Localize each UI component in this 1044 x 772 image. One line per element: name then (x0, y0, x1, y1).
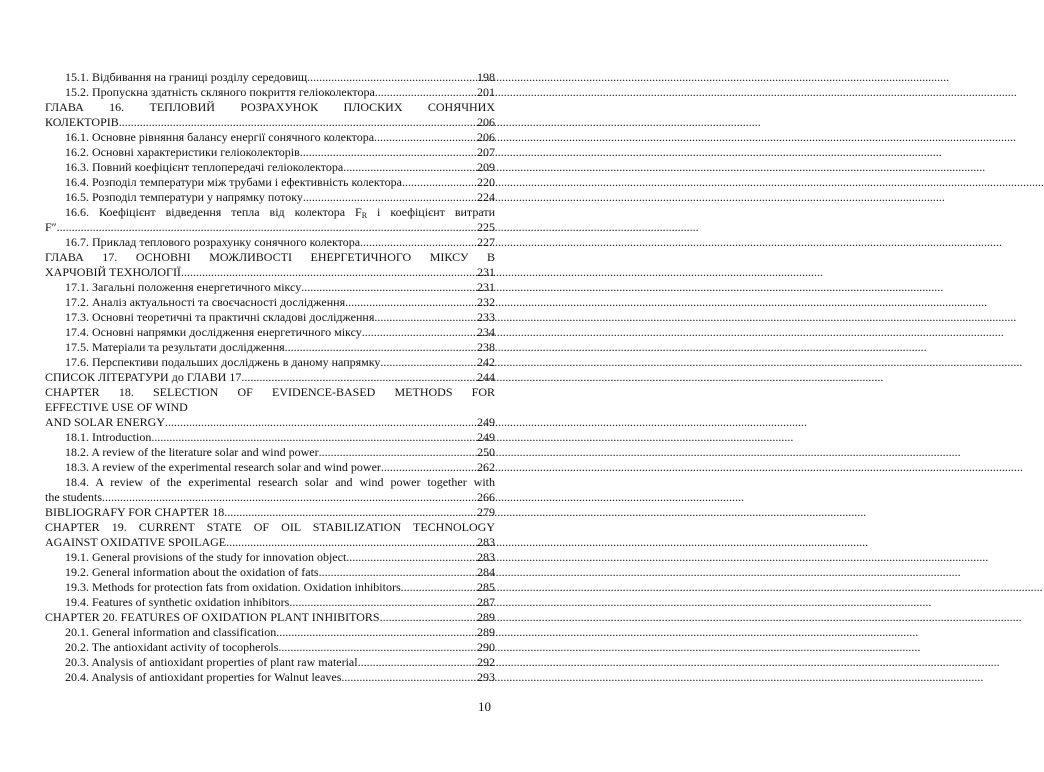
toc-entry-16-6: 16.6. Коефіцієнт відведення тепла від колектора $F_R$ і коефіцієнт витрати F″ ..... 225 (45, 205, 495, 235)
toc-entry: 19.2. General information about the oxidation of fats ..... 284 (45, 565, 495, 580)
toc-entry: 18.1. Introduction ..... 249 (45, 430, 495, 445)
toc-entry: 16.5. Розподіл температури у напрямку потоку ..... 224 (45, 190, 495, 205)
toc-entry: 17.4. Основні напрямки дослідження енергетичного міксу ..... 234 (45, 325, 495, 340)
chapter-17-heading: ГЛАВА 17. ОСНОВНІ МОЖЛИВОСТІ ЕНЕРГЕТИЧНОГО МІКСУ В ХАРЧОВІЙ ТЕХНОЛОГІЇ ..... 231 (45, 250, 495, 280)
toc-entry: 17.1. Загальні положення енергетичного міксу ..... 231 (45, 280, 495, 295)
toc-entry: 17.6. Перспективи подальших досліджень в даному напрямку ..... 242 (45, 355, 495, 370)
toc-entry: 15.2. Пропускна здатність скляного покриття геліоколектора ..... 201 (45, 85, 495, 100)
toc-entry: 17.5. Матеріали та результати дослідження ..... 238 (45, 340, 495, 355)
toc-entry: 16.4. Розподіл температури між трубами і ефективність колектора ..... 220 (45, 175, 495, 190)
bibliography-entry-18: BIBLIOGRAFY FOR CHAPTER 18 ..... 279 (45, 505, 495, 520)
toc-entry: 16.7. Приклад теплового розрахунку сонячного колектора ..... 227 (45, 235, 495, 250)
bibliography-entry-17: СПИСОК ЛІТЕРАТУРИ до ГЛАВИ 17 ..... 244 (45, 370, 495, 385)
toc-entry: 20.2. The antioxidant activity of tocopherols ..... 290 (45, 640, 495, 655)
chapter-20-heading: CHAPTER 20. FEATURES OF OXIDATION PLANT INHIBITORS ..... 289 (45, 610, 495, 625)
toc-entry: 15.1. Відбивання на границі розділу середовищ ..... 198 (45, 70, 495, 85)
toc-entry: 16.1. Основне рівняння балансу енергії сонячного колектора ..... 206 (45, 130, 495, 145)
toc-entry: 20.4. Analysis of antioxidant properties for Walnut leaves ..... 293 (45, 670, 495, 685)
toc-entry: 17.2. Аналіз актуальності та своєчасності дослідження ..... 232 (45, 295, 495, 310)
toc-entry: 19.4. Features of synthetic oxidation inhibitors ..... 287 (45, 595, 495, 610)
toc-entry: 16.2. Основні характеристики геліоколекторів ..... 207 (45, 145, 495, 160)
page-number: 10 (478, 699, 491, 714)
toc-entry: 17.3. Основні теоретичні та практичні складові дослідження ..... 233 (45, 310, 495, 325)
toc-entry: 18.2. A review of the literature solar and wind power ..... 250 (45, 445, 495, 460)
chapter-18-heading: CHAPTER 18. SELECTION OF EVIDENCE-BASED METHODS FOR EFFECTIVE USE OF WIND AND SOLAR ENERGY ..... 249 (45, 385, 495, 430)
toc-entry-18-4: 18.4. A review of the experimental research solar and wind power together with the students ..... 266 (45, 475, 495, 505)
toc-entry: 19.3. Methods for protection fats from oxidation. Oxidation inhibitors ..... 285 (45, 580, 495, 595)
chapter-16-heading: ГЛАВА 16. ТЕПЛОВИЙ РОЗРАХУНОК ПЛОСКИХ СОНЯЧНИХ КОЛЕКТОРІВ ..... 206 (45, 100, 495, 130)
toc-entry: 18.3. A review of the experimental research solar and wind power ..... 262 (45, 460, 495, 475)
table-of-contents (45, 70, 495, 685)
toc-entry: 20.1. General information and classification ..... 289 (45, 625, 495, 640)
toc-entry: 16.3. Повний коефіцієнт теплопередачі геліоколектора ..... 209 (45, 160, 495, 175)
toc-entry: 20.3. Analysis of antioxidant properties of plant raw material ..... 292 (45, 655, 495, 670)
toc-entry: 19.1. General provisions of the study for innovation object ..... 283 (45, 550, 495, 565)
chapter-19-heading: CHAPTER 19. CURRENT STATE OF OIL STABILIZATION TECHNOLOGY AGAINST OXIDATIVE SPOILAGE ..... 283 (45, 520, 495, 550)
